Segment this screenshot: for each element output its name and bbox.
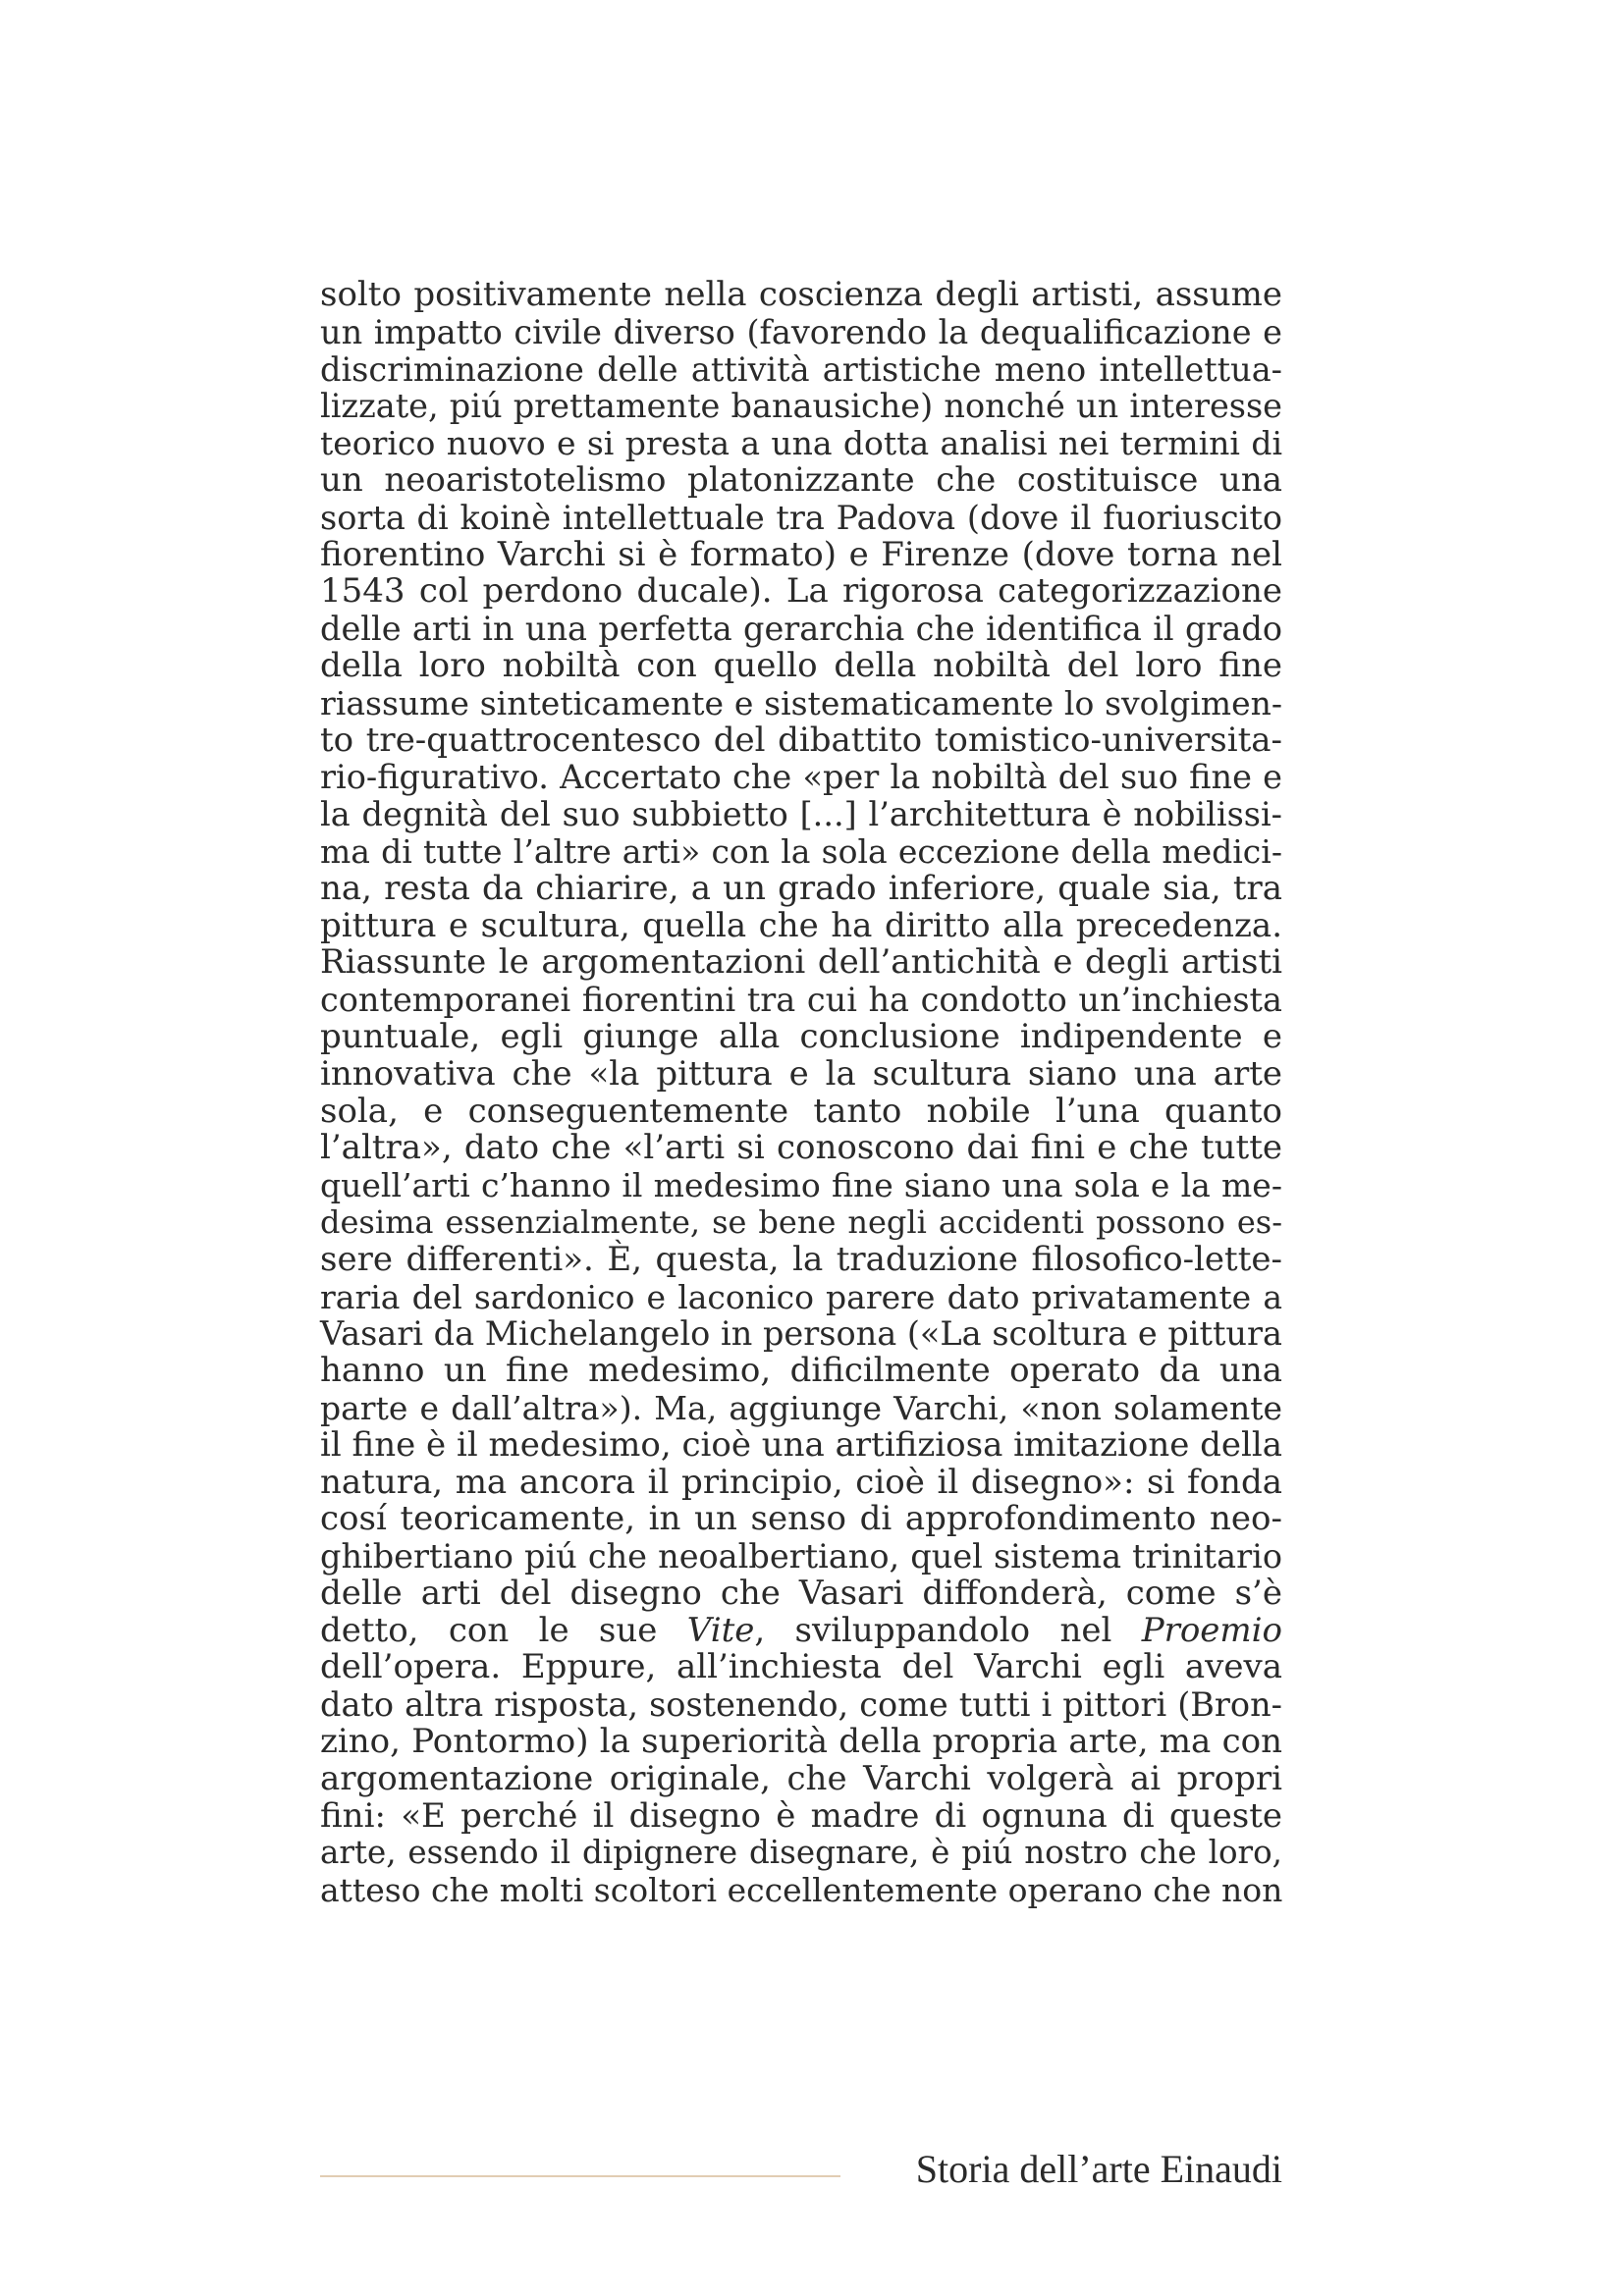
- text-line: na, resta da chiarire, a un grado inferiore, quale sia, tra: [320, 868, 1282, 908]
- text-line: quell’arti c’hanno il medesimo fine siano una sola e la me-: [320, 1166, 1282, 1205]
- text-line: dell’opera. Eppure, all’inchiesta del Varchi egli aveva: [320, 1647, 1282, 1687]
- text-line: parte e dall’altra»). Ma, aggiunge Varchi, «non solamente: [320, 1388, 1282, 1427]
- text-line: Riassunte le argomentazioni dell’antichità e degli artisti: [320, 942, 1282, 983]
- text-line: atteso che molti scoltori eccellentemente operano che non: [320, 1871, 1283, 1910]
- text-line: discriminazione delle attività artistiche meno intellettua-: [320, 349, 1282, 389]
- text-line: sola, e conseguentemente tanto nobile l’una quanto: [320, 1091, 1282, 1131]
- text-line: sorta di koinè intellettuale tra Padova (dove il fuoriuscito: [320, 498, 1282, 537]
- text-line: contemporanei fiorentini tra cui ha condotto un’inchiesta: [320, 981, 1282, 1020]
- text-line: fini: «E perché il disegno è madre di ognuna di queste: [320, 1795, 1282, 1836]
- text-line: natura, ma ancora il principio, cioè il disegno»: si fonda: [320, 1462, 1282, 1502]
- text-segment: , sviluppandolo nel: [754, 1610, 1142, 1650]
- text-line: 1543 col perdono ducale). La rigorosa categorizzazione: [320, 571, 1282, 612]
- text-line: ghibertiano piú che neoalbertiano, quel sistema trinitario: [320, 1537, 1282, 1576]
- italic-title-vite: Vite: [686, 1610, 755, 1650]
- body-text: [320, 277, 1282, 1909]
- text-line: innovativa che «la pittura e la scultura siano una arte: [320, 1053, 1282, 1094]
- text-line: riassume sinteticamente e sistematicamente lo svolgimen-: [320, 683, 1282, 722]
- text-line: un impatto civile diverso (favorendo la dequalificazione e: [320, 312, 1282, 351]
- text-line: la degnità del suo subbietto [...] l’architettura è nobilissi-: [320, 795, 1282, 834]
- text-line: rio-figurativo. Accertato che «per la nobiltà del suo fine e: [320, 758, 1282, 797]
- text-line: argomentazione originale, che Varchi volgerà ai propri: [320, 1758, 1282, 1798]
- text-line: raria del sardonico e laconico parere dato privatamente a: [320, 1277, 1282, 1316]
- text-line: hanno un fine medesimo, dificilmente operato da una: [320, 1351, 1282, 1391]
- text-line: delle arti del disegno che Vasari diffonderà, come s’è: [320, 1573, 1282, 1613]
- text-line: arte, essendo il dipignere disegnare, è piú nostro che loro,: [320, 1834, 1282, 1872]
- text-segment: detto, con le sue: [320, 1610, 687, 1650]
- text-line: dato altra risposta, sostenendo, come tutti i pittori (Bron-: [320, 1685, 1282, 1725]
- text-line: desima essenzialmente, se bene negli accidenti possono es-: [320, 1202, 1282, 1241]
- text-line: Vasari da Michelangelo in persona («La scoltura e pittura: [320, 1314, 1282, 1354]
- text-line: cosí teoricamente, in un senso di approfondimento neo-: [320, 1499, 1282, 1539]
- text-line: to tre-quattrocentesco del dibattito tomistico-universita-: [320, 720, 1282, 760]
- page-footer: [320, 2140, 1282, 2199]
- italic-title-proemio: Proemio: [1141, 1610, 1283, 1650]
- text-line-with-italics: [320, 1610, 1283, 1650]
- text-line: fiorentino Varchi si è formato) e Firenze (dove torna nel: [320, 534, 1282, 574]
- text-line: pittura e scultura, quella che ha diritto alla precedenza.: [320, 905, 1282, 945]
- footer-rule: [320, 2175, 840, 2177]
- text-line: lizzate, piú prettamente banausiche) nonché un interesse: [320, 387, 1282, 426]
- text-line: ma di tutte l’altre arti» con la sola eccezione della medici-: [320, 831, 1282, 871]
- text-line: teorico nuovo e si presta a una dotta analisi nei termini di: [320, 424, 1282, 463]
- text-line: un neoaristotelismo platonizzante che costituisce una: [320, 459, 1282, 500]
- text-line: della loro nobiltà con quello della nobiltà del loro fine: [320, 645, 1282, 685]
- text-line: l’altra», dato che «l’arti si conoscono dai fini e che tutte: [320, 1128, 1282, 1168]
- text-line: zino, Pontormo) la superiorità della propria arte, ma con: [320, 1722, 1282, 1762]
- footer-title: Storia dell’arte Einaudi: [915, 2147, 1282, 2191]
- text-line: delle arti in una perfetta gerarchia che identifica il grado: [320, 610, 1282, 649]
- text-line: solto positivamente nella coscienza degli artisti, assume: [320, 275, 1282, 314]
- text-line: puntuale, egli giunge alla conclusione indipendente e: [320, 1016, 1282, 1056]
- text-line: sere differenti». È, questa, la traduzione filosofico-lette-: [320, 1239, 1282, 1279]
- text-line: il fine è il medesimo, cioè una artifiziosa imitazione della: [320, 1424, 1283, 1465]
